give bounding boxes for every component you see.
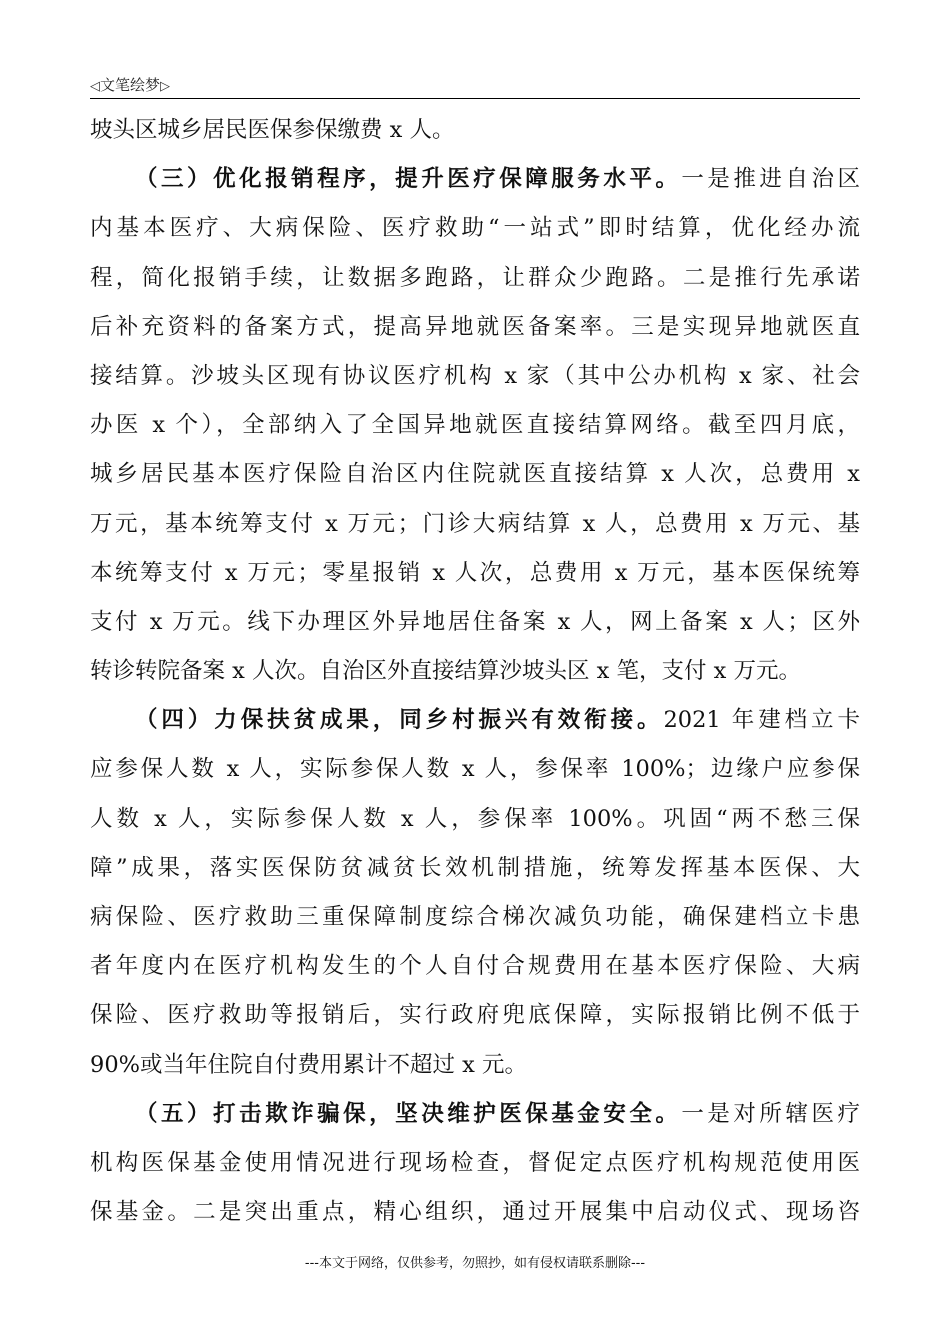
text-line [90, 844, 860, 893]
section-heading: （三）优化报销程序，提升医疗保障服务水平。 [135, 166, 682, 193]
text-line [90, 204, 860, 253]
text-line [90, 303, 860, 352]
line-text: 者年度内在医疗机构发生的个人自付合规费用在基本医疗保险、大病 [90, 953, 860, 980]
line-text: 转诊转院备案 x 人次。自治区外直接结算沙坡头区 x 笔，支付 x 万元。 [90, 658, 801, 685]
text-line [90, 450, 860, 499]
text-line [90, 1188, 860, 1237]
page-header [90, 72, 860, 99]
text-line [90, 401, 860, 450]
line-text: 应参保人数 x 人，实际参保人数 x 人，参保率 100%；边缘户应参保 [90, 756, 860, 783]
text-line [90, 893, 860, 942]
section-first-line [90, 155, 860, 204]
section-heading: （四）力保扶贫成果，同乡村振兴有效衔接。 [135, 707, 664, 734]
line-text: 坡头区城乡居民医保参保缴费 x 人。 [90, 117, 455, 143]
line-text: 程，简化报销手续，让数据多跑路，让群众少跑路。二是推行先承诺 [90, 264, 860, 291]
section-first-line [90, 696, 860, 745]
line-text: 一是推进自治区 [681, 166, 860, 193]
section-first-line [90, 1090, 860, 1139]
line-text: 保基金。二是突出重点，精心组织，通过开展集中启动仪式、现场咨 [90, 1199, 860, 1226]
text-line [90, 1139, 860, 1188]
text-line [90, 598, 860, 647]
section-heading: （五）打击欺诈骗保，坚决维护医保基金安全。 [135, 1100, 682, 1127]
line-text: 90%或当年住院自付费用累计不超过 x 元。 [90, 1051, 528, 1078]
text-line [90, 647, 860, 696]
text-line [90, 991, 860, 1040]
text-line [90, 1041, 860, 1090]
line-text: 接结算。沙坡头区现有协议医疗机构 x 家（其中公办机构 x 家、社会 [90, 362, 860, 389]
line-text: 保险、医疗救助等报销后，实行政府兜底保障，实际报销比例不低于 [90, 1002, 860, 1029]
text-line [90, 942, 860, 991]
left-triangle-icon: ◁ [90, 79, 100, 94]
text-line [90, 106, 860, 155]
line-text: 病保险、医疗救助三重保障制度综合梯次减负功能，确保建档立卡患 [90, 904, 860, 930]
line-text: 万元，基本统筹支付 x 万元；门诊大病结算 x 人，总费用 x 万元、基 [90, 510, 860, 537]
text-line [90, 254, 860, 303]
text-line [90, 745, 860, 794]
line-text: 障”成果，落实医保防贫减贫长效机制措施，统筹发挥基本医保、大 [90, 854, 860, 881]
line-text: 人数 x 人，实际参保人数 x 人，参保率 100%。巩固“两不愁三保 [90, 805, 860, 832]
line-text: 城乡居民基本医疗保险自治区内住院就医直接结算 x 人次，总费用 x [90, 461, 860, 488]
line-text: 机构医保基金使用情况进行现场检查，督促定点医疗机构规范使用医 [90, 1149, 860, 1176]
document-body [90, 106, 860, 1237]
line-text: 内基本医疗、大病保险、医疗救助“一站式”即时结算，优化经办流 [90, 215, 860, 242]
text-line [90, 352, 860, 401]
header-title: 文笔绘梦 [100, 76, 161, 94]
line-text: 支付 x 万元。线下办理区外异地居住备案 x 人，网上备案 x 人；区外 [90, 608, 860, 635]
text-line [90, 795, 860, 844]
line-text: 一是对所辖医疗 [681, 1100, 860, 1127]
line-text: 2021 年建档立卡 [663, 707, 860, 734]
line-text: 办医 x 个），全部纳入了全国异地就医直接结算网络。截至四月底， [90, 412, 860, 439]
line-text: 本统筹支付 x 万元；零星报销 x 人次，总费用 x 万元，基本医保统筹 [90, 559, 860, 586]
right-triangle-icon: ▷ [160, 79, 171, 94]
footer-disclaimer: ---本文于网络，仅供参考，勿照抄，如有侵权请联系删除--- [304, 1256, 646, 1271]
line-text: 后补充资料的备案方式，提高异地就医备案率。三是实现异地就医直 [90, 313, 860, 340]
text-line [90, 500, 860, 549]
text-line [90, 549, 860, 598]
